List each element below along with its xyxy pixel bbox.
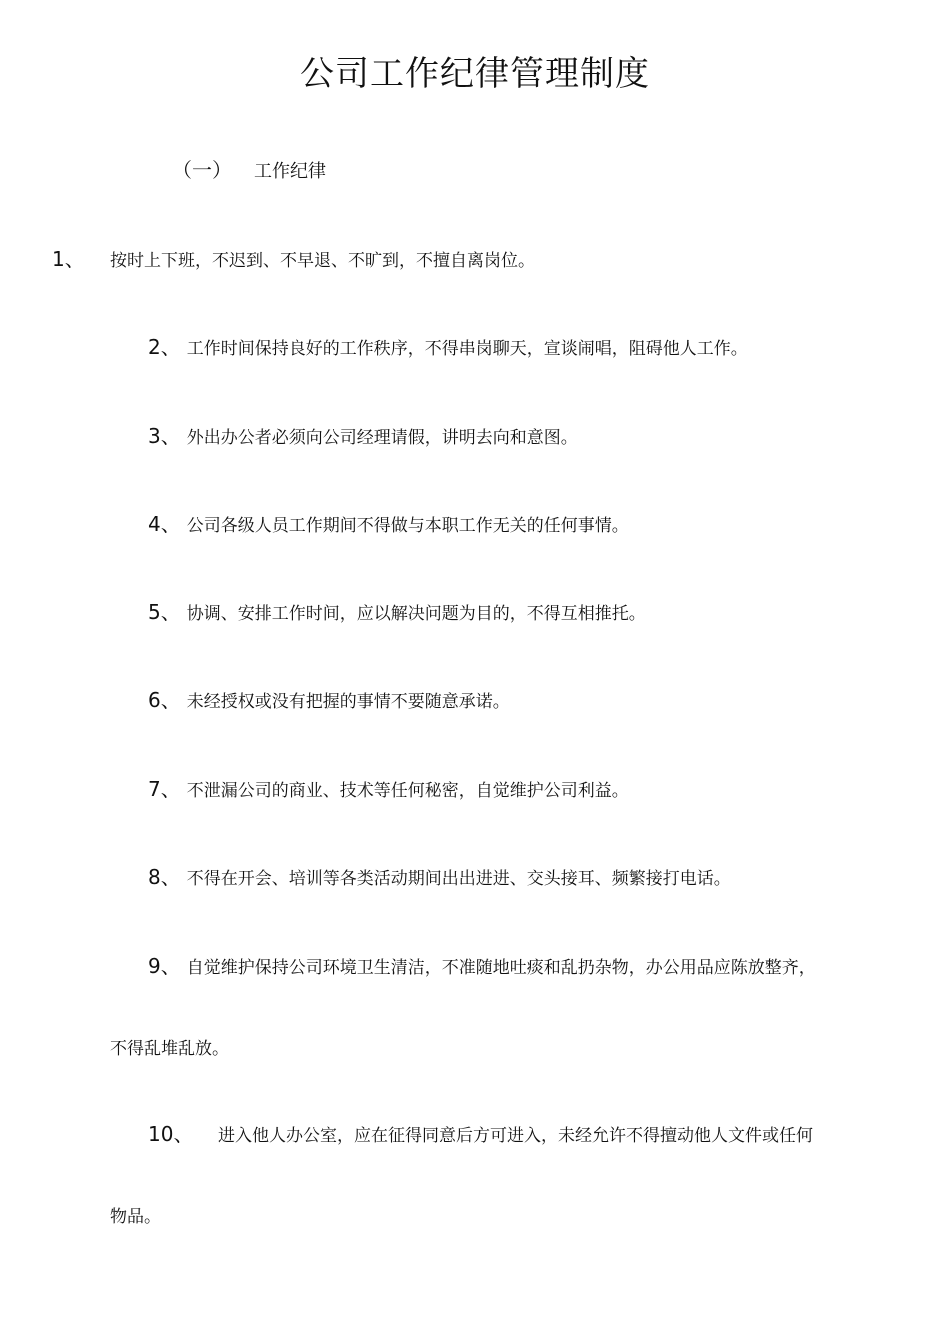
- section-title: 工作纪律: [254, 161, 326, 182]
- rule-item-1: [52, 244, 535, 276]
- rule-text: 工作时间保持良好的工作秩序，不得串岗聊天，宣谈闹唱，阻碍他人工作。: [186, 339, 748, 359]
- rule-number: 7、: [148, 777, 181, 801]
- rule-item-7: [148, 774, 629, 806]
- rule-item-8: [148, 862, 731, 894]
- rule-text: 按时上下班，不迟到、不早退、不旷到，不擅自离岗位。: [110, 251, 535, 271]
- rule-text: 公司各级人员工作期间不得做与本职工作无关的任何事情。: [186, 516, 629, 536]
- rule-item-2: [148, 332, 748, 364]
- rule-text: 自觉维护保持公司环境卫生清洁，不准随地吐痰和乱扔杂物，办公用品应陈放整齐，: [186, 958, 816, 978]
- rule-item-10-continuation: 物品。: [110, 1207, 161, 1227]
- rule-item-10: [148, 1119, 813, 1151]
- rule-item-3: [148, 421, 578, 453]
- rule-text: 外出办公者必须向公司经理请假，讲明去向和意图。: [186, 428, 578, 448]
- document-title: 公司工作纪律管理制度: [300, 54, 650, 94]
- rule-item-9: [148, 951, 816, 983]
- rule-text: 未经授权或没有把握的事情不要随意承诺。: [186, 692, 510, 712]
- rule-number: 10、: [148, 1122, 194, 1146]
- rule-text: 不得在开会、培训等各类活动期间出出进进、交头接耳、频繁接打电话。: [186, 869, 731, 889]
- rule-item-5: [148, 597, 646, 629]
- rule-item-9-continuation: 不得乱堆乱放。: [110, 1039, 229, 1059]
- rule-number: 3、: [148, 424, 181, 448]
- section-heading: [172, 155, 326, 187]
- rule-text: 不泄漏公司的商业、技术等任何秘密，自觉维护公司利益。: [186, 781, 629, 801]
- rule-number: 1、: [52, 247, 85, 271]
- section-number: （一）: [172, 158, 232, 182]
- rule-number: 8、: [148, 865, 181, 889]
- rule-number: 2、: [148, 335, 181, 359]
- rule-item-6: [148, 685, 510, 717]
- rule-item-4: [148, 509, 629, 541]
- rule-number: 6、: [148, 688, 181, 712]
- rule-number: 9、: [148, 954, 181, 978]
- rule-number: 4、: [148, 512, 181, 536]
- rule-text: 进入他人办公室，应在征得同意后方可进入，未经允许不得擅动他人文件或任何: [218, 1126, 813, 1146]
- rule-number: 5、: [148, 600, 181, 624]
- rule-text: 协调、安排工作时间，应以解决问题为目的，不得互相推托。: [186, 604, 646, 624]
